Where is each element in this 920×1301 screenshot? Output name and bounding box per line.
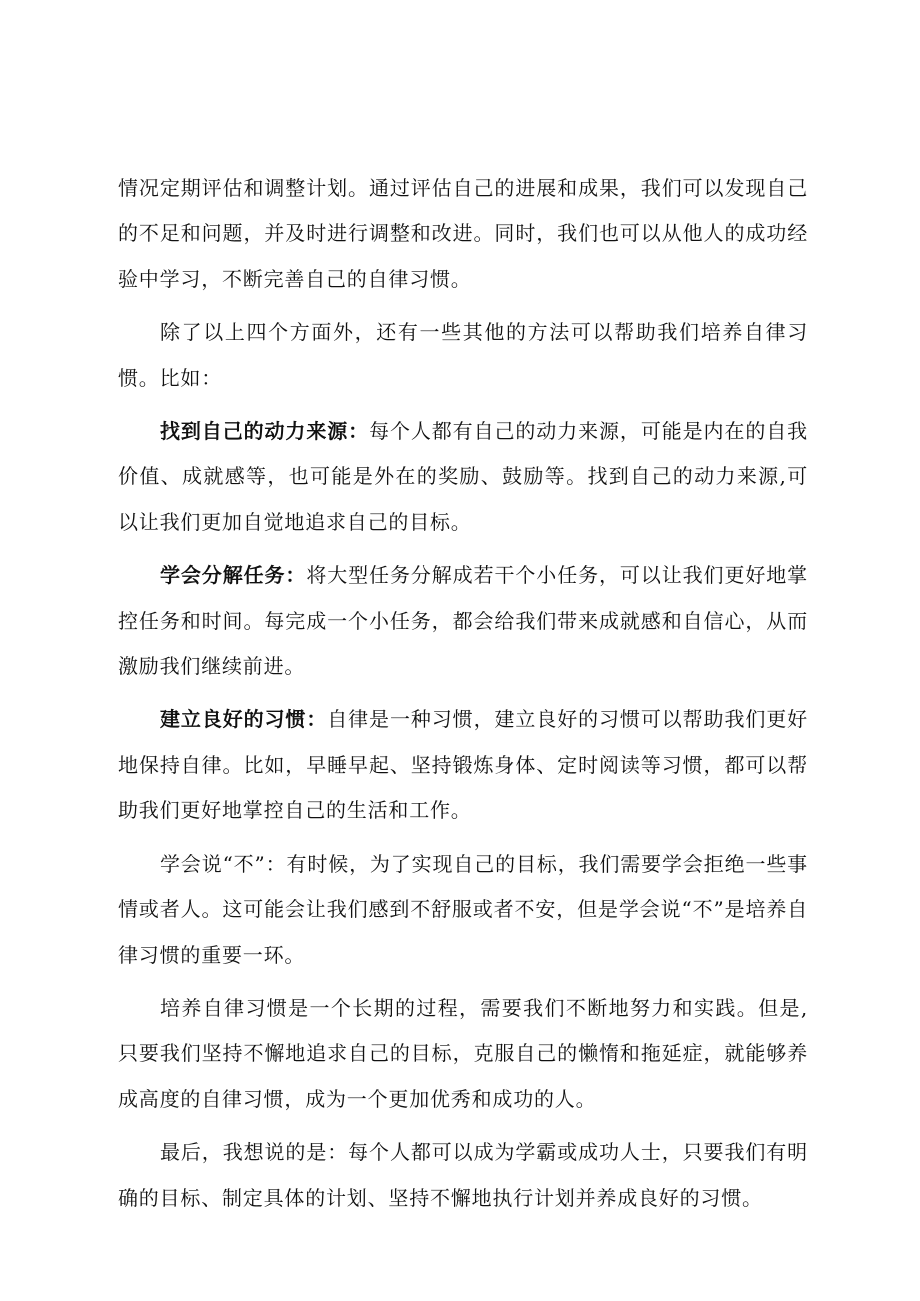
paragraph-text: 情况定期评估和调整计划。通过评估自己的进展和成果，我们可以发现自己的不足和问题，并及时进行调整和改进。同时，我们也可以从他人的成功经验中学习，不断完善自己的自律习惯。 [118, 176, 808, 291]
paragraph-text: 学会说“不”：有时候，为了实现自己的目标，我们需要学会拒绝一些事情或者人。这可能会让我们感到不舒服或者不安，但是学会说“不”是培养自律习惯的重要一环。 [118, 851, 808, 967]
paragraph-text: 最后，我想说的是：每个人都可以成为学霸或成功人士，只要我们有明确的目标、制定具体的计划、坚持不懈地执行计划并养成良好的习惯。 [118, 1140, 808, 1210]
paragraph-heading: 建立良好的习惯： [160, 707, 328, 732]
document-body [118, 166, 808, 1229]
paragraph-text: 培养自律习惯是一个长期的过程，需要我们不断地努力和实践。但是,只要我们坚持不懈地追求自己的目标，克服自己的懒惰和拖延症，就能够养成高度的自律习惯，成为一个更加优秀和成功的人。 [118, 995, 808, 1111]
paragraph-break-down-tasks [118, 553, 808, 689]
paragraph-text: 将大型任务分解成若干个小任务，可以让我们更好地掌控任务和时间。每完成一个小任务，都会给我们带来成就感和自信心，从而激励我们继续前进。 [118, 563, 808, 679]
paragraph-text: 除了以上四个方面外，还有一些其他的方法可以帮助我们培养自律习惯。比如： [118, 320, 808, 390]
paragraph-heading: 找到自己的动力来源： [160, 419, 370, 444]
paragraph-say-no [118, 842, 808, 978]
paragraph-text: 自律是一种习惯，建立良好的习惯可以帮助我们更好地保持自律。比如，早睡早起、坚持锻炼身体、定时阅读等习惯，都可以帮助我们更好地掌控自己的生活和工作。 [118, 707, 808, 823]
paragraph-heading: 学会分解任务： [160, 563, 307, 588]
paragraph-continuation [118, 166, 808, 302]
paragraph-other-methods-intro [118, 310, 808, 401]
paragraph-long-term [118, 986, 808, 1122]
paragraph-find-motivation [118, 409, 808, 545]
paragraph-good-habits [118, 697, 808, 833]
paragraph-text: 每个人都有自己的动力来源，可能是内在的自我价值、成就感等，也可能是外在的奖励、鼓励等。找到自己的动力来源,可以让我们更加自觉地追求自己的目标。 [118, 419, 808, 534]
paragraph-conclusion [118, 1130, 808, 1221]
